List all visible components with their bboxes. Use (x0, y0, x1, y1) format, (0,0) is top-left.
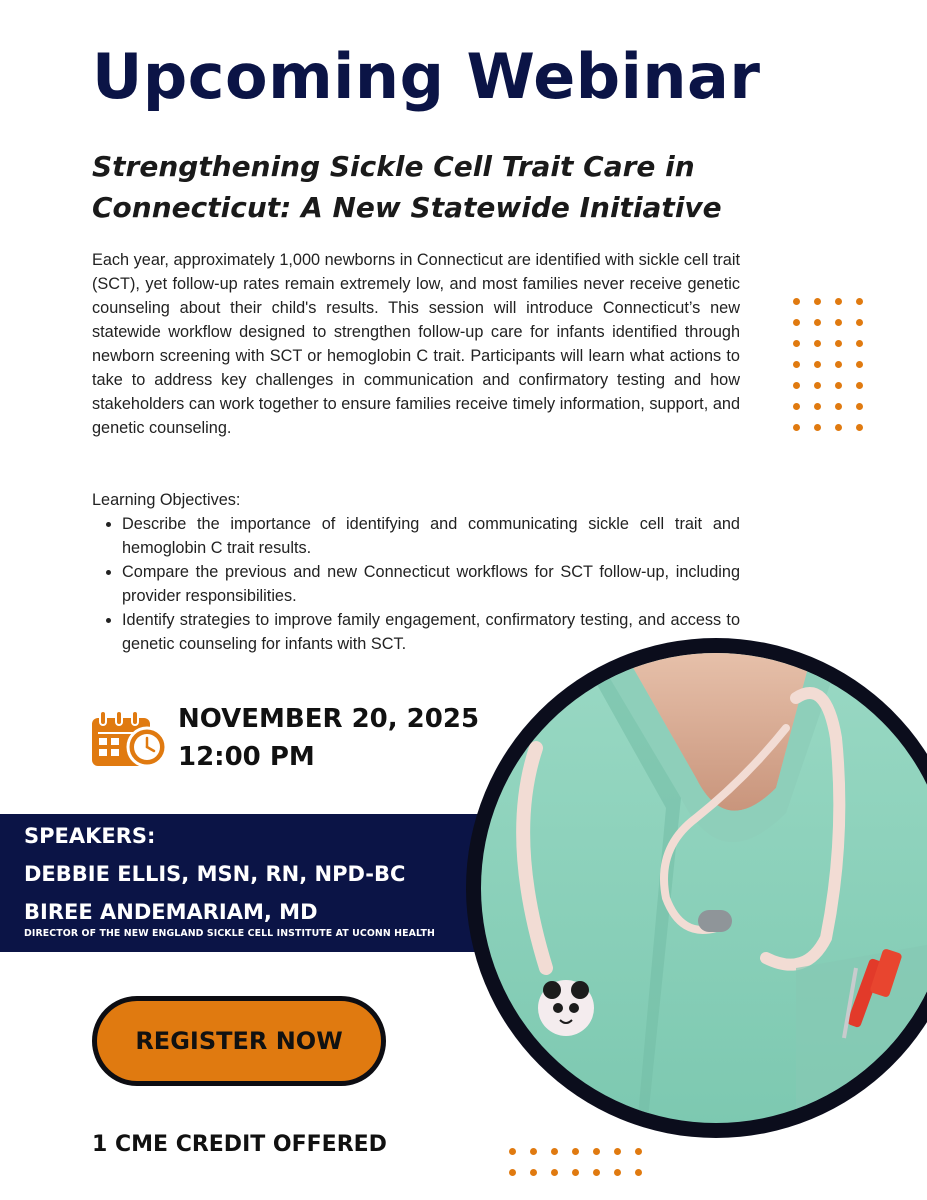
decorative-dot (635, 1169, 642, 1176)
event-time: 12:00 PM (178, 742, 315, 772)
decorative-dot (856, 361, 863, 368)
cme-credit-note: 1 CME CREDIT OFFERED (92, 1132, 387, 1157)
decorative-dot (509, 1169, 516, 1176)
speakers-heading: SPEAKERS: (24, 824, 156, 848)
decorative-dot (814, 319, 821, 326)
decorative-dot (856, 319, 863, 326)
decorative-dot (835, 298, 842, 305)
decorative-dot (814, 340, 821, 347)
speaker-name: BIREE ANDEMARIAM, MD (24, 900, 318, 924)
decorative-dot (793, 361, 800, 368)
decorative-dot (856, 298, 863, 305)
decorative-dot (814, 382, 821, 389)
objectives-list (92, 512, 740, 656)
decorative-dot (614, 1169, 621, 1176)
decorative-dot (635, 1148, 642, 1155)
decorative-dot (572, 1148, 579, 1155)
speaker-name: DEBBIE ELLIS, MSN, RN, NPD-BC (24, 862, 406, 886)
decorative-dot (856, 424, 863, 431)
decorative-dot (551, 1169, 558, 1176)
decorative-dot (793, 340, 800, 347)
decorative-dot (793, 382, 800, 389)
decorative-dot-grid (793, 298, 863, 431)
objectives-heading: Learning Objectives: (92, 491, 241, 509)
decorative-dot (814, 424, 821, 431)
register-now-button[interactable]: REGISTER NOW (92, 996, 386, 1086)
decorative-dot (793, 298, 800, 305)
decorative-dot (856, 382, 863, 389)
nurse-stethoscope-photo (466, 638, 927, 1138)
calendar-clock-icon (90, 708, 170, 770)
event-datetime (178, 700, 479, 776)
decorative-dot (593, 1169, 600, 1176)
decorative-dot-grid (509, 1148, 642, 1176)
decorative-dot (856, 340, 863, 347)
event-date: NOVEMBER 20, 2025 (178, 704, 480, 734)
webinar-subtitle: Strengthening Sickle Cell Trait Care in Connecticut: A New Statewide Initiative (92, 150, 722, 224)
objective-item: • Identify strategies to improve family engagement, confirmatory testing, and access to genetic counseling for infants with SCT. (122, 608, 740, 656)
speaker-title: DIRECTOR OF THE NEW ENGLAND SICKLE CELL INSTITUTE AT UCONN HEALTH (24, 928, 435, 939)
decorative-dot (835, 340, 842, 347)
decorative-dot (572, 1169, 579, 1176)
decorative-dot (814, 361, 821, 368)
decorative-dot (835, 319, 842, 326)
decorative-dot (835, 424, 842, 431)
decorative-dot (530, 1148, 537, 1155)
decorative-dot (835, 361, 842, 368)
decorative-dot (793, 319, 800, 326)
objective-item: • Compare the previous and new Connecticut workflows for SCT follow-up, including provider responsibilities. (122, 560, 740, 608)
decorative-dot (593, 1148, 600, 1155)
decorative-dot (793, 403, 800, 410)
decorative-dot (835, 403, 842, 410)
decorative-dot (793, 424, 800, 431)
objective-item: • Describe the importance of identifying and communicating sickle cell trait and hemoglobin C trait results. (122, 512, 740, 560)
page-title: Upcoming Webinar (92, 40, 761, 113)
decorative-dot (856, 403, 863, 410)
learning-objectives (92, 488, 740, 656)
decorative-dot (530, 1169, 537, 1176)
decorative-dot (814, 403, 821, 410)
decorative-dot (814, 298, 821, 305)
decorative-dot (509, 1148, 516, 1155)
decorative-dot (835, 382, 842, 389)
webinar-description: Each year, approximately 1,000 newborns in Connecticut are identified with sickle cell trait (SCT), yet follow-up rates remain extremely low, and most families never receive genetic counseling about their child's results. This session will introduce Connecticut’s new statewide workflow designed to strengthen follow-up care for infants identified through newborn screening with SCT or hemoglobin C trait. Participants will learn what actions to take to address key challenges in communication and confirmatory testing and how stakeholders can work together to ensure families receive timely information, support, and genetic counseling. (92, 251, 740, 437)
decorative-dot (614, 1148, 621, 1155)
decorative-dot (551, 1148, 558, 1155)
